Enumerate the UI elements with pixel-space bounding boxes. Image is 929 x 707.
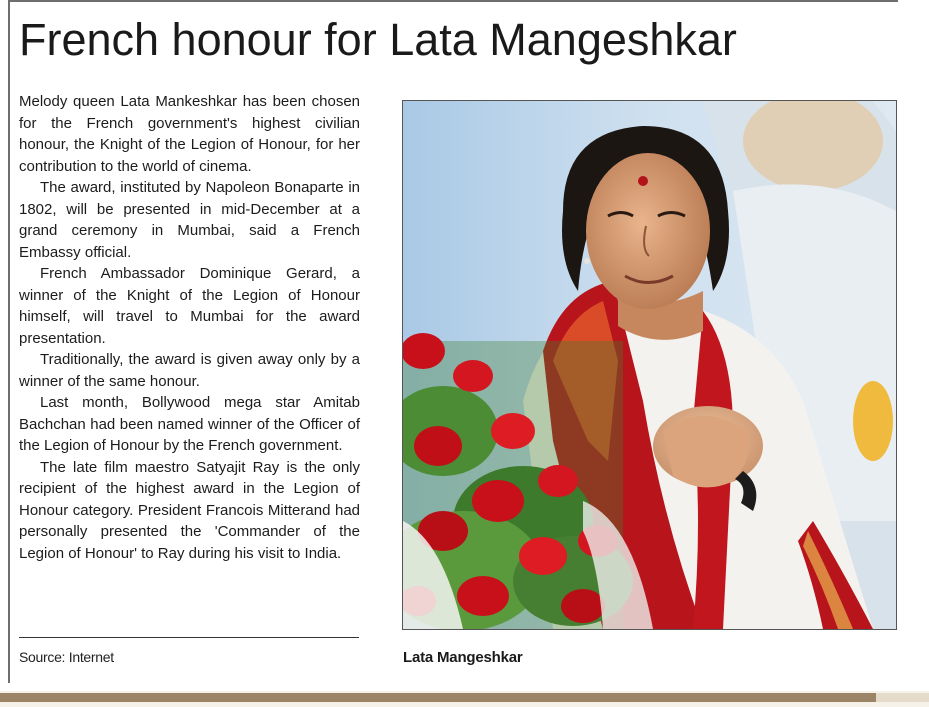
article-paragraph: French Ambassador Dominique Gerard, a winner of the Knight of the Legion of Honour himself, will travel to Mumbai for the award presentation.	[19, 265, 360, 347]
left-border-rule	[8, 0, 10, 683]
top-border-rule	[10, 0, 898, 2]
portrait-photo	[402, 100, 897, 630]
article-paragraph: The late film maestro Satyajit Ray is the only recipient of the highest award in the Legion of Honour category. President Francois Mitterand had personally presented the 'Commander of the Legion of Honour' to Ray during his visit to India.	[19, 458, 360, 562]
article-paragraph: Traditionally, the award is given away only by a winner of the same honour.	[19, 351, 360, 390]
bottom-band-light	[876, 693, 929, 702]
source-credit: Source: Internet	[19, 649, 114, 665]
portrait-illustration	[403, 101, 896, 629]
article-body	[19, 91, 360, 564]
article-divider	[19, 637, 359, 638]
headline: French honour for Lata Mangeshkar	[19, 14, 737, 65]
article-paragraph: Melody queen Lata Mankeshkar has been chosen for the French government's highest civilian honour, the Knight of the Legion of Honour, for her contribution to the world of cinema.	[19, 93, 360, 175]
article-paragraph: Last month, Bollywood mega star Amitab Bachchan had been named winner of the Officer of the Legion of Honour by the French government.	[19, 394, 360, 454]
photo-caption: Lata Mangeshkar	[403, 649, 523, 666]
article-paragraph: The award, instituted by Napoleon Bonaparte in 1802, will be presented in mid-December at a grand ceremony in Mumbai, said a French Embassy official.	[19, 179, 360, 261]
bottom-band-dark	[0, 693, 876, 702]
